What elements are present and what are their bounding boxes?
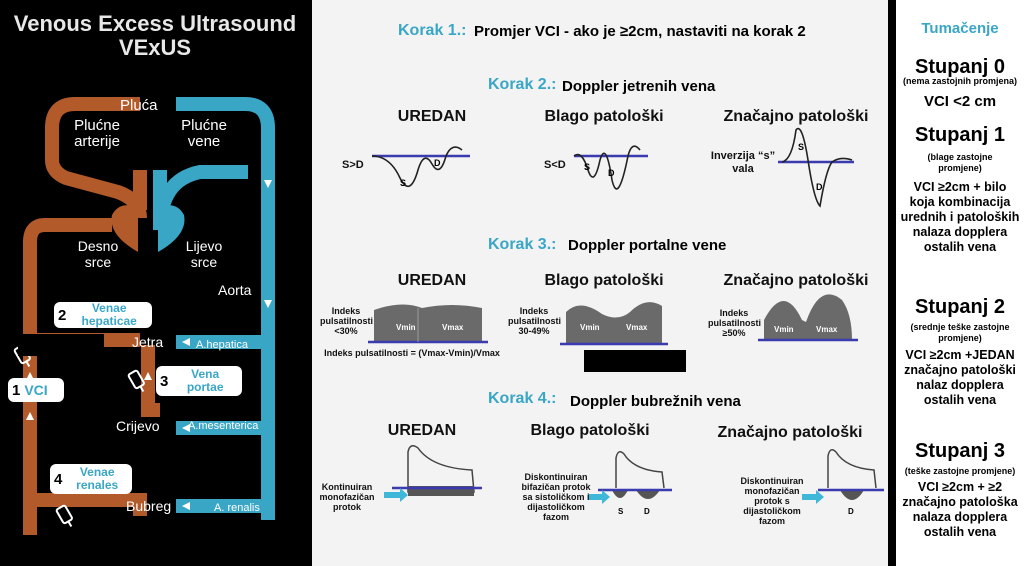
circulation-panel (0, 0, 310, 566)
step1-label: Korak 1.: (398, 22, 467, 39)
label-lijevo-srce: Lijevo srce (185, 238, 223, 270)
hv-mild-label: S<D (544, 159, 566, 171)
grade2-sub: (srednje teške zastojne promjene) (910, 322, 1010, 343)
label-crijevo: Crijevo (116, 418, 160, 434)
pill-venae-renales (50, 464, 132, 494)
pv-col-normal: UREDAN (397, 272, 467, 289)
renal-vein-vessel (30, 500, 140, 516)
hv-col-severe: Značajno patološki (723, 108, 869, 125)
pv-mild-vmax: Vmax (626, 323, 648, 332)
pill-number: 4 (54, 470, 63, 488)
pill-text: Venae renales (76, 465, 119, 492)
arterial-vessels (160, 104, 268, 520)
hv-mild-s: S (584, 162, 591, 172)
rv-severe-desc: Diskontinuiran monofazičan protok s dijastoličkom fazom (740, 476, 804, 526)
interpretation-heading: Tumačenje (921, 20, 999, 37)
pv-severe-vmin: Vmin (774, 325, 794, 334)
pv-mild-vmin: Vmin (580, 323, 600, 332)
hv-normal-label: S>D (342, 159, 364, 171)
label-jetra: Jetra (132, 334, 164, 350)
grade0-body: VCI <2 cm (923, 93, 997, 110)
pill-text: Venae hepaticae (81, 301, 137, 328)
ultrasound-probe-icon (56, 505, 76, 529)
hv-mild-d: D (608, 168, 615, 178)
step1-text: Promjer VCI - ako je ≥2cm, nastaviti na korak 2 (474, 23, 806, 40)
pv-severe-desc: Indeks pulsatilnosti ≥50% (708, 308, 762, 338)
grade3-sub: (teške zastojne promjene) (904, 466, 1016, 476)
title-line-2: VExUS (118, 35, 192, 60)
redaction-box (18, 334, 104, 356)
rv-col-normal: UREDAN (387, 422, 457, 439)
rv-normal-desc: Kontinuiran monofazičan protok (319, 482, 375, 512)
label-plucne-vene: Plućne vene (181, 117, 227, 150)
label-aorta: Aorta (218, 282, 252, 298)
pv-formula: Indeks pulsatilnosti = (Vmax-Vmin)/Vmax (324, 348, 500, 358)
rv-mild-waveform (588, 452, 672, 516)
grade3-body: VCI ≥2cm + ≥2 značajno patološka nalaza dopplera ostalih vena (902, 480, 1018, 539)
rv-severe-d: D (848, 507, 854, 516)
step2-label: Korak 2.: (488, 76, 557, 93)
pill-text: Vena portae (186, 367, 224, 394)
pv-normal-vmin: Vmin (396, 323, 416, 332)
hv-severe-d: D (816, 182, 823, 192)
pv-mild-desc: Indeks pulsatilnosti 30-49% (508, 306, 562, 336)
rv-mild-s: S (618, 507, 624, 516)
hv-mild-waveform (574, 146, 648, 189)
pill-number: 3 (160, 372, 169, 390)
rv-severe-waveform (802, 450, 884, 516)
rv-col-severe: Značajno patološki (717, 424, 863, 441)
hv-col-mild: Blago patološki (544, 108, 664, 125)
hv-severe-label: Inverzija “s” vala (710, 150, 776, 175)
pv-normal-vmax: Vmax (442, 323, 464, 332)
pill-vena-portae (156, 366, 242, 396)
hv-col-normal: UREDAN (397, 108, 467, 125)
grade2-title: Stupanj 2 (914, 296, 1005, 318)
grade1-title: Stupanj 1 (914, 124, 1005, 146)
hv-severe-waveform (778, 129, 854, 206)
rv-normal-waveform (384, 446, 482, 502)
grade1-body: VCI ≥2cm + bilo koja kombinacija urednih i patoloških nalaza dopplera ostalih vena (900, 180, 1020, 254)
pill-venae-hepaticae (54, 302, 152, 328)
interpretation-panel (896, 0, 1024, 566)
label-bubreg: Bubreg (126, 498, 172, 514)
label-plucne-arterije: Plućne arterije (74, 117, 120, 150)
pill-text: VCI (24, 381, 48, 398)
pv-col-mild: Blago patološki (544, 272, 664, 289)
hv-normal-waveform (372, 147, 470, 188)
pv-normal-desc: Indeks pulsatilnosti <30% (320, 306, 374, 336)
pv-severe-vmax: Vmax (816, 325, 838, 334)
label-a-renalis: A. renalis (214, 502, 260, 514)
step4-text: Doppler bubrežnih vena (570, 393, 741, 410)
divider-right (888, 0, 896, 566)
circulation-diagram (0, 0, 310, 566)
hv-normal-d: D (434, 158, 441, 168)
doppler-steps-panel (312, 0, 888, 566)
label-desno-srce: Desno srce (77, 238, 119, 270)
pill-vci (8, 378, 64, 402)
pill-number: 2 (58, 306, 67, 324)
hv-normal-s: S (400, 178, 407, 188)
label-a-hepatica: A.hepatica (196, 339, 248, 351)
rv-mild-d: D (644, 507, 650, 516)
hv-severe-s: S (798, 142, 805, 152)
grade2-body: VCI ≥2cm +JEDAN značajno patološki nalaz dopplera ostalih vena (904, 348, 1016, 407)
title-line-1: Venous Excess Ultrasound (13, 11, 297, 36)
grade1-sub: (blage zastojne promjene) (927, 152, 993, 173)
redaction-box (584, 350, 686, 372)
pv-col-severe: Značajno patološki (723, 272, 869, 289)
step3-text: Doppler portalne vene (568, 237, 727, 254)
pv-mild-waveform (560, 302, 668, 344)
label-pluca: Pluća (120, 97, 158, 114)
grade0-sub: (nema zastojnih promjena) (902, 76, 1018, 86)
step4-label: Korak 4.: (488, 390, 557, 407)
pill-number: 1 (12, 381, 21, 399)
pv-severe-waveform (758, 294, 858, 340)
pv-normal-waveform (368, 304, 488, 342)
label-a-mesenterica: A.mesenterica (188, 420, 259, 432)
rv-mild-desc: Diskontinuiran bifazičan protok sa sistoličkom i dijastoličkom fazom (521, 472, 591, 522)
grade0-title: Stupanj 0 (914, 56, 1005, 78)
step2-text: Doppler jetrenih vena (562, 78, 716, 95)
rv-col-mild: Blago patološki (530, 422, 650, 439)
grade3-title: Stupanj 3 (914, 440, 1005, 462)
step3-label: Korak 3.: (488, 236, 557, 253)
